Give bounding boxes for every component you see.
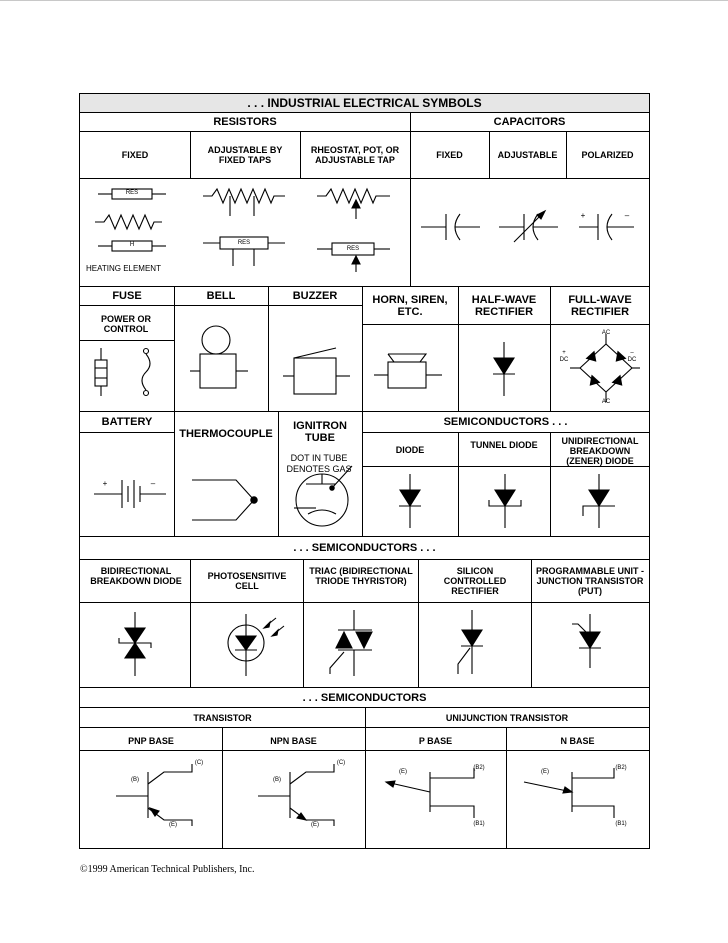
semiconductors-header-2: . . . SEMICONDUCTORS	[302, 692, 427, 704]
emitter-label: (E)	[169, 822, 177, 828]
photosensitive-cell-icon	[222, 610, 292, 680]
rule	[80, 411, 649, 412]
full-wave-label: FULL-WAVE RECTIFIER	[568, 294, 632, 318]
fuse-icon	[88, 346, 168, 398]
n-base-label: N BASE	[560, 736, 595, 746]
rule	[410, 113, 411, 287]
gas-note: DOT IN TUBE DENOTES GAS	[286, 453, 352, 474]
rule	[190, 131, 191, 179]
battery-label: BATTERY	[101, 416, 153, 428]
top-rule	[0, 0, 728, 1]
pnp-label: PNP BASE	[128, 736, 174, 746]
put-icon	[568, 612, 612, 670]
base-label: (B)	[131, 777, 139, 783]
bell-label: BELL	[206, 290, 236, 302]
dc-plus-sign: +	[562, 350, 566, 356]
half-wave-label: HALF-WAVE RECTIFIER	[471, 294, 537, 318]
rule	[365, 707, 366, 849]
npn-label: NPN BASE	[270, 736, 317, 746]
dc-label: DC	[627, 357, 637, 363]
photosensitive-cell-label: PHOTOSENSITIVE CELL	[207, 571, 287, 591]
emitter-label: (E)	[541, 769, 549, 775]
b2-label: (B2)	[615, 765, 627, 771]
collector-label: (C)	[336, 760, 346, 766]
h-tag: H	[129, 242, 135, 248]
res-tag: RES	[346, 246, 360, 252]
res-tag: RES	[125, 190, 139, 196]
thermocouple-icon	[186, 474, 270, 530]
rule	[550, 286, 551, 411]
buzzer-icon	[280, 340, 356, 400]
rule	[80, 602, 649, 603]
base-label: (B)	[273, 777, 281, 783]
bidirectional-breakdown-diode-icon	[116, 610, 156, 680]
buzzer-label: BUZZER	[292, 290, 338, 302]
npn-transistor-icon	[254, 760, 354, 830]
rule	[458, 286, 459, 411]
rule	[362, 286, 363, 411]
rule	[362, 324, 649, 325]
res-taps-label: ADJUSTABLE BY FIXED TAPS	[207, 145, 283, 165]
cap-fixed-label: FIXED	[436, 150, 463, 160]
zener-diode-icon	[580, 472, 620, 530]
rule	[80, 559, 649, 560]
pnp-transistor-icon	[112, 760, 212, 830]
rule	[80, 340, 174, 341]
rule	[300, 131, 301, 179]
tunnel-diode-label: TUNNEL DIODE	[470, 440, 538, 450]
capacitors-header: CAPACITORS	[493, 116, 566, 128]
scr-label: SILICON CONTROLLED RECTIFIER	[443, 566, 507, 596]
triac-label: TRIAC (BIDIRECTIONAL TRIODE THYRISTOR)	[309, 566, 413, 586]
cap-adjustable-label: ADJUSTABLE	[497, 150, 558, 160]
rule	[80, 432, 174, 433]
battery-minus-sign: –	[150, 479, 156, 488]
rule	[458, 432, 459, 536]
emitter-label: (E)	[311, 822, 319, 828]
minus-sign: –	[624, 211, 630, 220]
resistors-header: RESISTORS	[213, 116, 277, 128]
cap-polarized-label: POLARIZED	[581, 150, 634, 160]
semiconductors-header: . . . SEMICONDUCTORS . . .	[293, 542, 436, 554]
rule	[80, 750, 649, 751]
battery-plus-sign: +	[102, 479, 108, 488]
full-wave-rectifier-icon	[562, 330, 642, 406]
fixed-capacitor-icon	[418, 210, 483, 245]
rule	[80, 286, 649, 287]
semiconductors-label: SEMICONDUCTORS . . .	[443, 416, 568, 428]
res-tag: RES	[237, 240, 251, 246]
horn-icon	[370, 350, 455, 394]
ignitron-tube-icon	[286, 462, 358, 532]
rule	[418, 559, 419, 687]
dc-label: DC	[559, 357, 569, 363]
ac-label: AC	[601, 330, 611, 336]
rule	[362, 466, 649, 467]
rule	[278, 411, 279, 536]
scr-icon	[454, 608, 494, 678]
ujt-label: UNIJUNCTION TRANSISTOR	[445, 713, 569, 723]
b1-label: (B1)	[615, 821, 627, 827]
horn-label: HORN, SIREN, ETC.	[372, 294, 448, 318]
diode-label: DIODE	[395, 445, 425, 455]
rule	[531, 559, 532, 687]
bell-icon	[190, 324, 252, 404]
rule	[80, 178, 649, 179]
collector-label: (C)	[194, 760, 204, 766]
transistor-label: TRANSISTOR	[193, 713, 252, 723]
b1-label: (B1)	[473, 821, 485, 827]
ac-label: AC	[601, 399, 611, 405]
power-control-label: POWER OR CONTROL	[100, 314, 151, 334]
res-fixed-label: FIXED	[121, 150, 149, 160]
b2-label: (B2)	[473, 765, 485, 771]
emitter-label: (E)	[399, 769, 407, 775]
half-wave-rectifier-icon	[488, 340, 522, 398]
rheostat-icon	[312, 186, 407, 276]
tapped-resistor-icon	[200, 186, 295, 271]
triac-icon	[326, 608, 392, 680]
put-label: PROGRAMMABLE UNIT - JUNCTION TRANSISTOR (PUT)	[536, 566, 644, 596]
rule	[303, 559, 304, 687]
page-title: . . . INDUSTRIAL ELECTRICAL SYMBOLS	[247, 96, 482, 110]
rule	[550, 432, 551, 536]
rule	[362, 411, 363, 536]
plus-sign: +	[580, 211, 586, 220]
bidirectional-diode-label: BIDIRECTIONAL BREAKDOWN DIODE	[90, 566, 182, 586]
rule	[80, 536, 649, 537]
rule	[190, 559, 191, 687]
rule	[80, 131, 649, 132]
heating-element-label: HEATING ELEMENT	[86, 264, 161, 273]
zener-diode-label: UNIDIRECTIONAL BREAKDOWN (ZENER) DIODE	[561, 436, 639, 466]
thermocouple-label: THERMOCOUPLE	[179, 428, 273, 440]
ignitron-label: IGNITRON TUBE	[293, 420, 347, 444]
rule	[80, 305, 362, 306]
diode-icon	[394, 472, 428, 530]
adjustable-capacitor-icon	[496, 206, 561, 248]
dc-minus-sign: –	[630, 350, 634, 356]
copyright: ©1999 American Technical Publishers, Inc.	[80, 864, 255, 875]
rule	[80, 687, 649, 688]
res-rheostat-label: RHEOSTAT, POT, OR ADJUSTABLE TAP	[310, 145, 400, 165]
rule	[362, 432, 649, 433]
tunnel-diode-icon	[486, 472, 526, 530]
p-base-label: P BASE	[418, 736, 453, 746]
fuse-label: FUSE	[112, 290, 142, 302]
rule	[80, 727, 649, 728]
